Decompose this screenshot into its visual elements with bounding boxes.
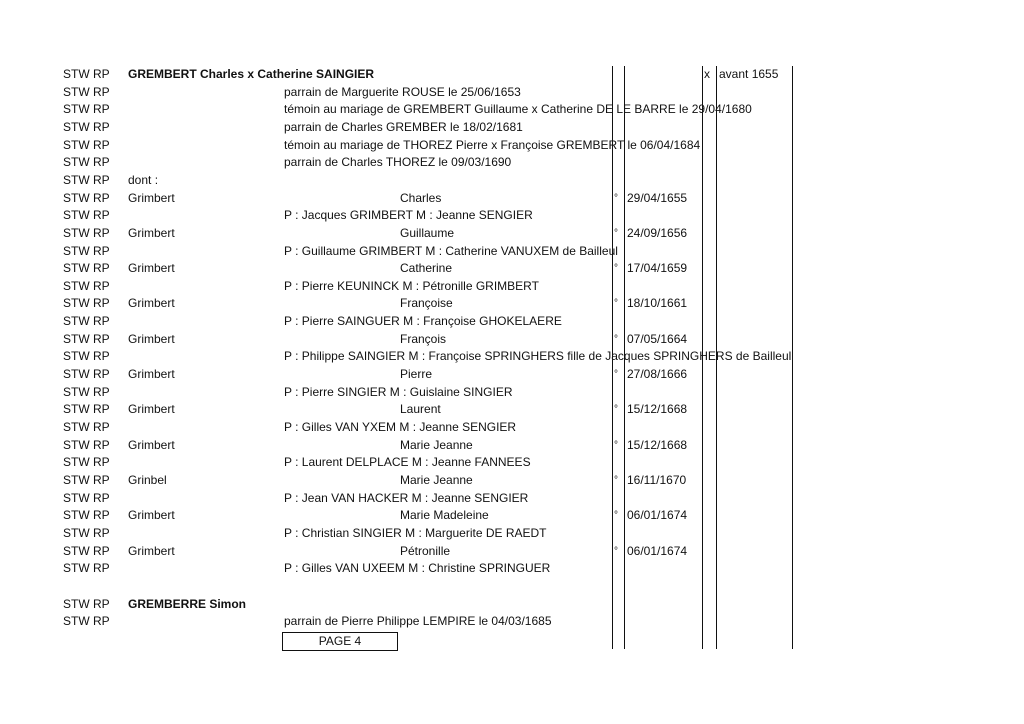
record-given-name: Guillaume (400, 225, 455, 240)
record-given-name: Marie Jeanne (400, 437, 473, 452)
record-code: STW RP (63, 455, 110, 470)
table-row (0, 331, 1024, 348)
record-note: P : Philippe SAINGIER M : Françoise SPRINGHERS fille de Jacques SPRINGHERS de Bailleul (284, 349, 792, 364)
table-row (0, 101, 1024, 118)
table-row (0, 172, 1024, 189)
record-date: 16/11/1670 (627, 472, 687, 487)
table-row (0, 348, 1024, 365)
table-row (0, 596, 1024, 613)
table-row (0, 66, 1024, 83)
record-given-name: Pétronille (400, 543, 451, 558)
record-date: 29/04/1655 (627, 190, 688, 205)
table-row (0, 472, 1024, 489)
record-given-name: Laurent (400, 402, 441, 417)
record-note: P : Pierre KEUNINCK M : Pétronille GRIMBERT (284, 278, 539, 293)
record-surname: Grimbert (128, 261, 175, 276)
table-row (0, 490, 1024, 507)
record-given-name: Marie Madeleine (400, 508, 489, 523)
record-code: STW RP (63, 614, 110, 629)
table-row (0, 613, 1024, 630)
record-note: parrain de Charles THOREZ le 09/03/1690 (284, 155, 512, 170)
record-code: STW RP (63, 402, 110, 417)
baptism-mark: ° (614, 263, 618, 275)
record-given-name: Charles (400, 190, 442, 205)
record-code: STW RP (63, 84, 110, 99)
record-surname: GREMBERT Charles x Catherine SAINGIER (128, 67, 375, 81)
table-row (0, 401, 1024, 418)
record-surname: Grimbert (128, 225, 175, 240)
record-surname: Grimbert (128, 402, 175, 417)
record-date: 17/04/1659 (627, 261, 688, 276)
table-row (0, 154, 1024, 171)
record-surname: Grimbert (128, 331, 175, 346)
record-note: témoin au mariage de THOREZ Pierre x Françoise GREMBERT le 06/04/1684 (284, 137, 701, 152)
record-given-name: François (400, 331, 447, 346)
record-code: STW RP (63, 243, 110, 258)
record-code: STW RP (63, 137, 110, 152)
record-date: 06/01/1674 (627, 543, 688, 558)
record-note: P : Gilles VAN UXEEM M : Christine SPRINGUER (284, 561, 551, 576)
record-code: STW RP (63, 437, 110, 452)
record-date: 06/01/1674 (627, 508, 688, 523)
record-note: P : Pierre SAINGUER M : Françoise GHOKELAERE (284, 314, 562, 329)
page-number: PAGE 4 (318, 634, 362, 648)
record-extra: avant 1655 (719, 67, 779, 81)
record-code: STW RP (63, 490, 110, 505)
baptism-mark: ° (614, 333, 618, 345)
record-code: STW RP (63, 261, 110, 276)
record-code: STW RP (63, 67, 110, 81)
table-row (0, 295, 1024, 312)
table-row (0, 313, 1024, 330)
record-code: STW RP (63, 314, 110, 329)
record-note: P : Jacques GRIMBERT M : Jeanne SENGIER (284, 208, 533, 223)
record-given-name: Catherine (400, 261, 453, 276)
table-row (0, 119, 1024, 136)
record-note: parrain de Charles GREMBER le 18/02/1681 (284, 119, 523, 134)
baptism-mark: ° (614, 227, 618, 239)
record-note: P : Guillaume GRIMBERT M : Catherine VANUXEM de Bailleul (284, 243, 618, 258)
baptism-mark: ° (614, 545, 618, 557)
record-note: P : Laurent DELPLACE M : Jeanne FANNEES (284, 455, 531, 470)
record-date: 18/10/1661 (627, 296, 688, 311)
record-code: STW RP (63, 472, 110, 487)
record-code: STW RP (63, 225, 110, 240)
baptism-mark: ° (614, 474, 618, 486)
record-code: STW RP (63, 349, 110, 364)
record-surname: Grimbert (128, 296, 175, 311)
table-row (0, 190, 1024, 207)
record-code: STW RP (63, 367, 110, 382)
table-row (0, 419, 1024, 436)
table-row (0, 278, 1024, 295)
record-surname: dont : (128, 172, 159, 187)
record-note: P : Pierre SINGIER M : Guislaine SINGIER (284, 384, 513, 399)
record-date: 15/12/1668 (627, 402, 688, 417)
table-row (0, 137, 1024, 154)
record-code: STW RP (63, 190, 110, 205)
record-code: STW RP (63, 384, 110, 399)
record-code: STW RP (63, 596, 110, 611)
marriage-mark: x (704, 67, 710, 81)
record-surname: Grimbert (128, 437, 175, 452)
record-given-name: Marie Jeanne (400, 472, 473, 487)
record-surname: Grinbel (128, 472, 167, 487)
table-row (0, 84, 1024, 101)
record-given-name: Françoise (400, 296, 453, 311)
record-surname: Grimbert (128, 190, 175, 205)
record-note: P : Christian SINGIER M : Marguerite DE RAEDT (284, 525, 547, 540)
record-surname: Grimbert (128, 367, 175, 382)
record-surname: GREMBERRE Simon (128, 596, 247, 611)
table-row (0, 207, 1024, 224)
table-row (0, 243, 1024, 260)
record-date: 07/05/1664 (627, 331, 688, 346)
table-row (0, 454, 1024, 471)
table-row (0, 507, 1024, 524)
record-code: STW RP (63, 208, 110, 223)
record-note: témoin au mariage de GREMBERT Guillaume x Catherine DE LE BARRE le 29/04/1680 (284, 102, 752, 117)
table-row (0, 560, 1024, 577)
record-code: STW RP (63, 420, 110, 434)
baptism-mark: ° (614, 439, 618, 451)
record-surname: Grimbert (128, 508, 175, 523)
record-note: parrain de Pierre Philippe LEMPIRE le 04/03/1685 (284, 614, 552, 629)
record-code: STW RP (63, 296, 110, 311)
record-code: STW RP (63, 508, 110, 523)
record-note: P : Jean VAN HACKER M : Jeanne SENGIER (284, 490, 529, 505)
table-row (0, 260, 1024, 277)
baptism-mark: ° (614, 298, 618, 310)
table-row (0, 384, 1024, 401)
record-code: STW RP (63, 172, 110, 187)
baptism-mark: ° (614, 404, 618, 416)
record-surname: Grimbert (128, 543, 175, 558)
record-code: STW RP (63, 525, 110, 540)
record-given-name: Pierre (400, 367, 433, 382)
record-code: STW RP (63, 119, 110, 134)
record-code: STW RP (63, 331, 110, 346)
record-note: parrain de Marguerite ROUSE le 25/06/1653 (284, 84, 521, 99)
record-date: 15/12/1668 (627, 437, 688, 452)
table-row (0, 437, 1024, 454)
record-code: STW RP (63, 543, 110, 558)
table-row (0, 366, 1024, 383)
baptism-mark: ° (614, 369, 618, 381)
baptism-mark: ° (614, 192, 618, 204)
page-number-box (282, 632, 398, 651)
record-code: STW RP (63, 561, 110, 576)
record-code: STW RP (63, 102, 110, 117)
baptism-mark: ° (614, 510, 618, 522)
record-code: STW RP (63, 155, 110, 170)
table-row (0, 525, 1024, 542)
record-code: STW RP (63, 278, 110, 293)
table-row (0, 225, 1024, 242)
table-row (0, 543, 1024, 560)
record-note: P : Gilles VAN YXEM M : Jeanne SENGIER (284, 420, 517, 434)
record-date: 27/08/1666 (627, 367, 688, 382)
record-date: 24/09/1656 (627, 225, 688, 240)
